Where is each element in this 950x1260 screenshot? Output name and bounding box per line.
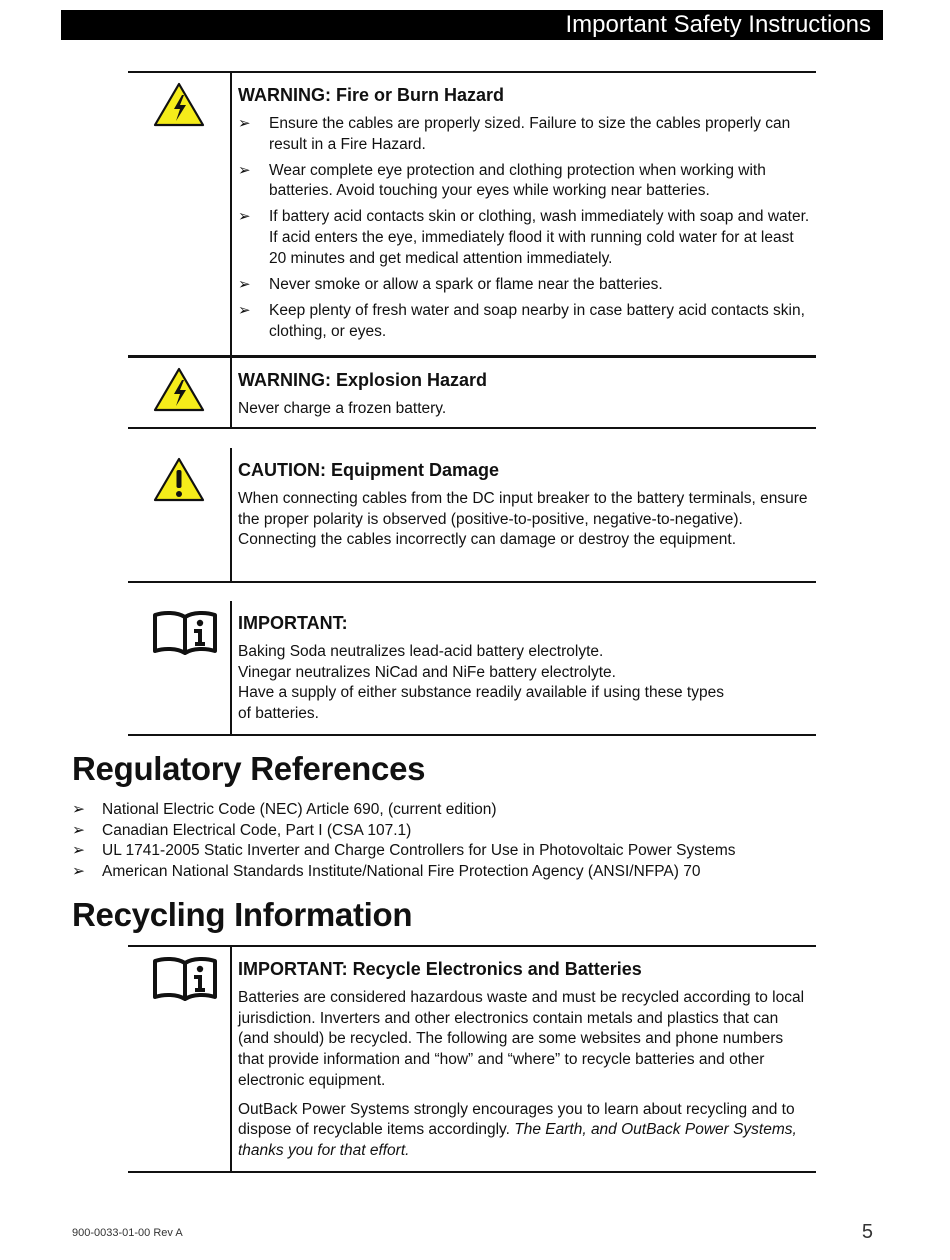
regulatory-list: [72, 800, 832, 883]
list-item: ➢ Canadian Electrical Code, Part I (CSA 107.1): [72, 821, 832, 842]
arrow-bullet-icon: ➢: [72, 821, 85, 839]
recycling-paragraph: Batteries are considered hazardous waste and must be recycled according to local jurisdiction. Inverters and other electronics contain metals and plastics that can (and should) be recycled. The following are some websites and phone numbers that provide information and “how” and “where” to recycle batteries and other electronic equipment.: [238, 989, 805, 1089]
arrow-bullet-icon: ➢: [238, 208, 251, 226]
warning-explosion-box: [128, 356, 816, 429]
caution-body: When connecting cables from the DC input breaker to the battery terminals, ensure the proper polarity is observed (positive-to-positive, negative-to-negative). Connecting the cables incorrectly can damage or destroy the equipment.: [238, 490, 808, 549]
electrical-hazard-icon: [152, 81, 208, 129]
list-item: ➢ Wear complete eye protection and clothing protection when working with batteries. Avoid touching your eyes while working near batteries.: [238, 161, 766, 200]
warning-explosion-title: WARNING: Explosion Hazard: [238, 370, 488, 390]
recycling-box-body: [238, 988, 810, 1162]
header-title: Important Safety Instructions: [565, 11, 871, 38]
list-item: ➢ If battery acid contacts skin or clothing, wash immediately with soap and water. If acid enters the eye, immediately flood it with running cold water for at least 20 minutes and get medical attention immediately.: [238, 208, 810, 267]
important-line: of batteries.: [238, 705, 319, 723]
caution-equipment-box: [128, 448, 816, 583]
icon-cell: [128, 947, 232, 1171]
caution-exclamation-icon: [152, 456, 208, 504]
list-item: ➢ Ensure the cables are properly sized. Failure to size the cables properly can result in a Fire Hazard.: [238, 115, 791, 153]
arrow-bullet-icon: ➢: [72, 842, 85, 860]
icon-cell: [128, 601, 232, 734]
regulatory-heading: Regulatory References: [72, 750, 426, 787]
list-item: ➢ National Electric Code (NEC) Article 690, (current edition): [72, 800, 832, 821]
caution-title: CAUTION: Equipment Damage: [238, 460, 500, 480]
arrow-bullet-icon: ➢: [238, 301, 251, 319]
important-line: Have a supply of either substance readily available if using these types: [238, 684, 724, 702]
arrow-bullet-icon: ➢: [72, 801, 85, 818]
header-bar: [61, 10, 883, 40]
important-line: Vinegar neutralizes NiCad and NiFe battery electrolyte.: [238, 663, 616, 681]
recycling-box: [128, 945, 816, 1173]
list-item: ➢ Keep plenty of fresh water and soap nearby in case battery acid contacts skin, clothing, or eyes.: [238, 301, 805, 340]
list-item: ➢ Never smoke or allow a spark or flame near the batteries.: [238, 275, 810, 296]
important-title: IMPORTANT:: [238, 613, 348, 633]
list-item: ➢ UL 1741-2005 Static Inverter and Charge Controllers for Use in Photovoltaic Power Systems: [72, 841, 832, 862]
warning-explosion-body: Never charge a frozen battery.: [238, 400, 447, 417]
document-code: 900-0033-01-00 Rev A: [72, 1227, 183, 1239]
recycling-thanks: The Earth, and OutBack Power Systems, thanks you for that effort.: [238, 1121, 797, 1159]
page-number: 5: [861, 1221, 873, 1243]
warning-fire-title: WARNING: Fire or Burn Hazard: [238, 85, 505, 105]
arrow-bullet-icon: ➢: [238, 161, 251, 179]
warning-fire-box: [128, 71, 816, 357]
manual-info-icon: [152, 955, 208, 1003]
warning-fire-list: [238, 114, 810, 342]
list-item: ➢ American National Standards Institute/National Fire Protection Agency (ANSI/NFPA) 70: [72, 862, 832, 883]
manual-info-icon: [152, 609, 208, 657]
icon-cell: [128, 73, 232, 355]
important-line: Baking Soda neutralizes lead-acid battery electrolyte.: [238, 643, 604, 660]
important-body: [238, 642, 810, 725]
recycling-box-title: IMPORTANT: Recycle Electronics and Batteries: [238, 959, 642, 979]
icon-cell: [128, 358, 232, 427]
recycling-heading: Recycling Information: [72, 896, 413, 933]
electrical-hazard-icon: [152, 366, 208, 414]
important-neutralizer-box: [128, 601, 816, 736]
arrow-bullet-icon: ➢: [72, 863, 85, 881]
icon-cell: [128, 448, 232, 581]
arrow-bullet-icon: ➢: [238, 275, 251, 293]
arrow-bullet-icon: ➢: [238, 115, 251, 132]
recycling-paragraph: OutBack Power Systems strongly encourages you to learn about recycling and to dispose of recyclable items accordingly. The Earth, and OutBack Power Systems, thanks you for that effort.: [238, 1100, 797, 1159]
